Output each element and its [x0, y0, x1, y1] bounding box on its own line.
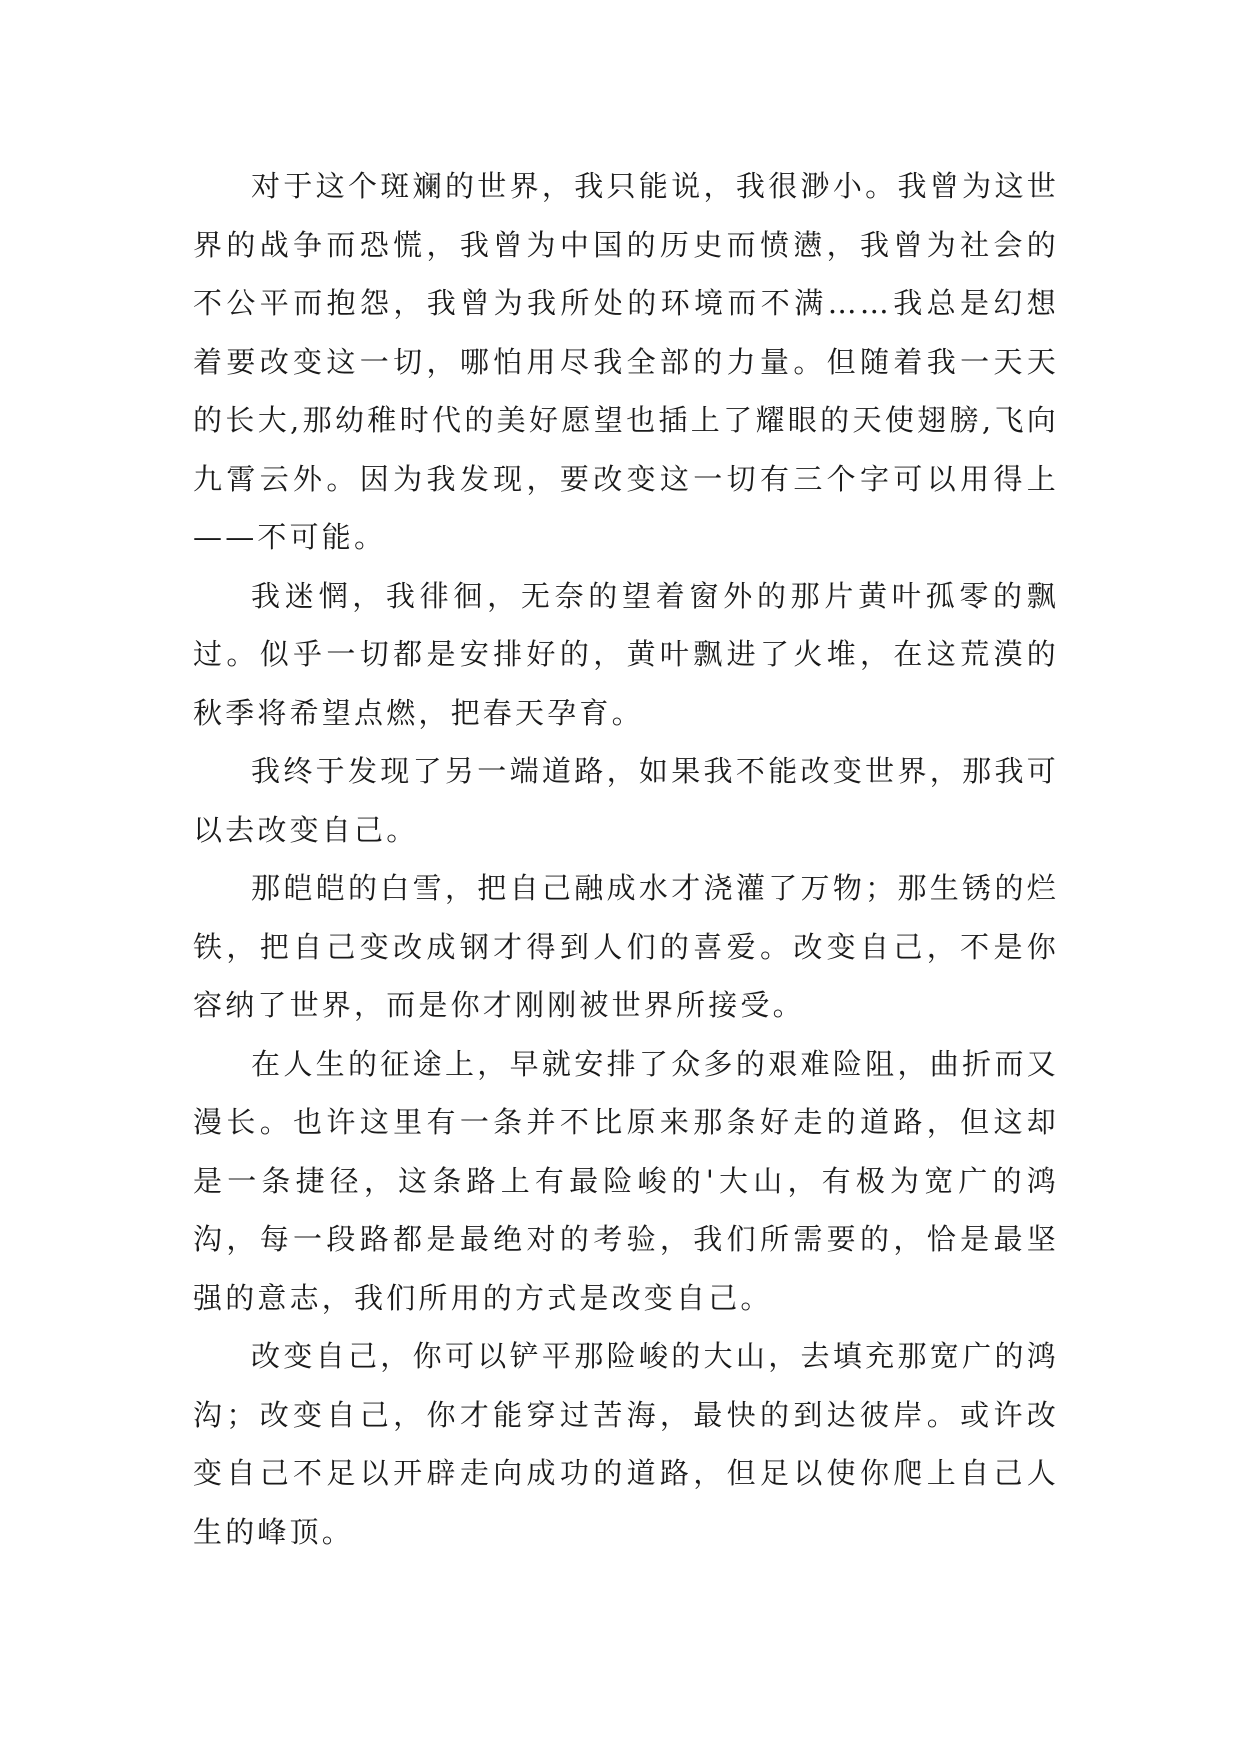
paragraph-1: 对于这个斑斓的世界，我只能说，我很渺小。我曾为这世界的战争而恐慌，我曾为中国的历史而愤懑，我曾为社会的不公平而抱怨，我曾为我所处的环境而不满……我总是幻想着要改变这一切，哪怕用尽我全部的力量。但随着我一天天的长大,那幼稚时代的美好愿望也插上了耀眼的天使翅膀,飞向九霄云外。因为我发现，要改变这一切有三个字可以用得上——不可能。 — [193, 169, 1059, 554]
paragraph-5: 在人生的征途上，早就安排了众多的艰难险阻，曲折而又漫长。也许这里有一条并不比原来那条好走的道路，但这却是一条捷径，这条路上有最险峻的'大山，有极为宽广的鸿沟，每一段路都是最绝对的考验，我们所需要的，恰是最坚强的意志，我们所用的方式是改变自己。 — [193, 1046, 1059, 1315]
document-body — [193, 157, 1059, 1561]
paragraph-2: 我迷惘，我徘徊，无奈的望着窗外的那片黄叶孤零的飘过。似乎一切都是安排好的，黄叶飘进了火堆，在这荒漠的秋季将希望点燃，把春天孕育。 — [193, 578, 1059, 730]
paragraph-3: 我终于发现了另一端道路，如果我不能改变世界，那我可以去改变自己。 — [193, 754, 1059, 847]
paragraph-4: 那皑皑的白雪，把自己融成水才浇灌了万物；那生锈的烂铁，把自己变改成钢才得到人们的喜爱。改变自己，不是你容纳了世界，而是你才刚刚被世界所接受。 — [193, 871, 1059, 1022]
paragraph-6: 改变自己，你可以铲平那险峻的大山，去填充那宽广的鸿沟；改变自己，你才能穿过苦海，最快的到达彼岸。或许改变自己不足以开辟走向成功的道路，但足以使你爬上自己人生的峰顶。 — [193, 1339, 1059, 1549]
